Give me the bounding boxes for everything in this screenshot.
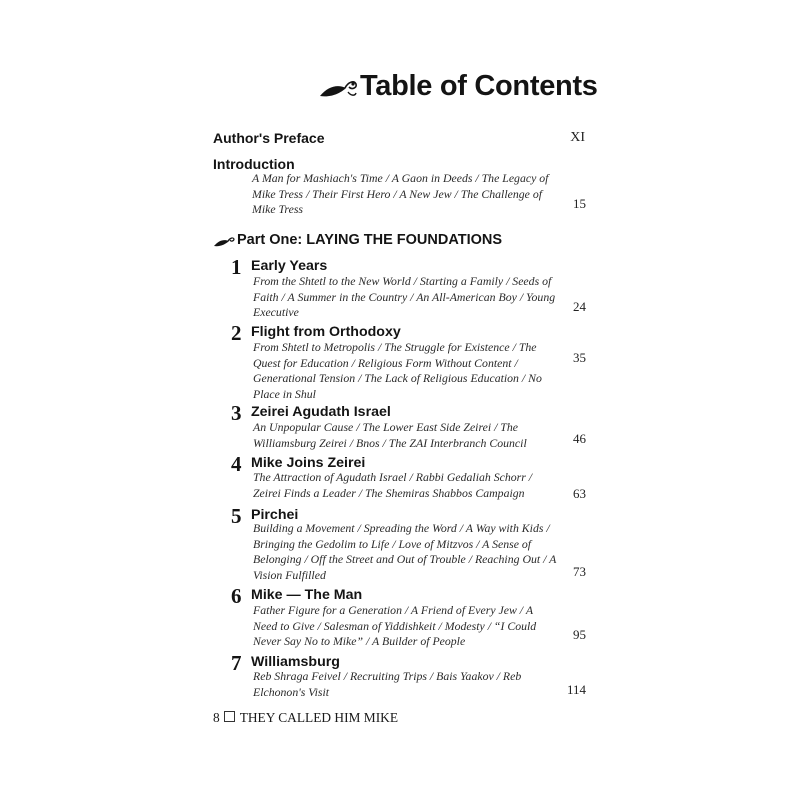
chapter-page: 24 xyxy=(573,299,586,314)
chapter-page: 46 xyxy=(573,431,586,446)
chapter-number: 3 xyxy=(231,401,242,425)
chapter-number: 5 xyxy=(231,504,242,528)
introduction-description: A Man for Mashiach's Time / A Gaon in Deeds / The Legacy of Mike Tress / Their First Hero / A New Jew / The Challenge of Mike Tress xyxy=(252,171,549,217)
chapter-page: 95 xyxy=(573,627,586,642)
chapter-description: From Shtetl to Metropolis / The Struggle for Existence / The Quest for Education / Religious Form Without Content / Generational Tension / The Lack of Religious Education / No Place in Shul xyxy=(253,340,542,401)
running-head: THEY CALLED HIM MIKE xyxy=(239,710,399,725)
preface-page: XI xyxy=(570,130,585,145)
part-title: Part One: LAYING THE FOUNDATIONS xyxy=(237,232,503,248)
chapter-description: Building a Movement / Spreading the Word / A Way with Kids / Bringing the Gedolim to Life / Love of Mitzvos / A Sense of Belonging / Off the Street and Out of Trouble / Reaching Out / A Vision Fulfilled xyxy=(253,521,557,582)
title-block xyxy=(318,68,598,110)
chapter-title: Early Years xyxy=(251,258,328,274)
introduction-page: 15 xyxy=(573,196,586,211)
page-title: Table of Contents xyxy=(360,70,598,102)
folio-number: 8 xyxy=(213,710,220,725)
chapter-description: An Unpopular Cause / The Lower East Side Zeirei / The Williamsburg Zeirei / Bnos / The ZAI Interbranch Council xyxy=(253,420,527,450)
chapter-title: Mike — The Man xyxy=(251,587,363,603)
chapter-page: 63 xyxy=(573,486,586,501)
chapter-number: 4 xyxy=(231,452,242,476)
chapter-description: From the Shtetl to the New World / Starting a Family / Seeds of Faith / A Summer in the Country / An All-American Boy / Young Executive xyxy=(253,274,556,320)
chapter-title: Zeirei Agudath Israel xyxy=(251,404,391,420)
introduction-title: Introduction xyxy=(213,156,295,172)
chapter-description: Reb Shraga Feivel / Recruiting Trips / Bais Yaakov / Reb Elchonon's Visit xyxy=(253,669,522,699)
chapter-description: The Attraction of Agudath Israel / Rabbi Gedaliah Schorr / Zeirei Finds a Leader / The Shemiras Shabbos Campaign xyxy=(253,470,533,500)
chapter-number: 6 xyxy=(231,584,242,608)
chapter-page: 35 xyxy=(573,350,586,365)
chapter-number: 7 xyxy=(231,651,242,675)
chapter-title: Flight from Orthodoxy xyxy=(251,324,401,340)
chapter-page: 73 xyxy=(573,564,586,579)
chapter-number: 1 xyxy=(231,255,242,279)
chapter-title: Mike Joins Zeirei xyxy=(251,455,366,471)
square-separator-icon xyxy=(224,711,235,722)
chapter-title: Pirchei xyxy=(251,507,299,523)
part-heading xyxy=(213,232,533,252)
pepper-ornament-icon xyxy=(318,74,358,104)
chapter-page: 114 xyxy=(566,682,586,697)
chapter-number: 2 xyxy=(231,321,242,345)
pepper-ornament-icon xyxy=(213,235,235,249)
chapter-title: Williamsburg xyxy=(251,654,340,670)
running-footer xyxy=(213,710,398,726)
chapter-description: Father Figure for a Generation / A Friend of Every Jew / A Need to Give / Salesman of Yiddishkeit / Modesty / “I Could Never Say No to Mike” / A Builder of People xyxy=(253,603,537,649)
preface-title: Author's Preface xyxy=(213,130,325,146)
